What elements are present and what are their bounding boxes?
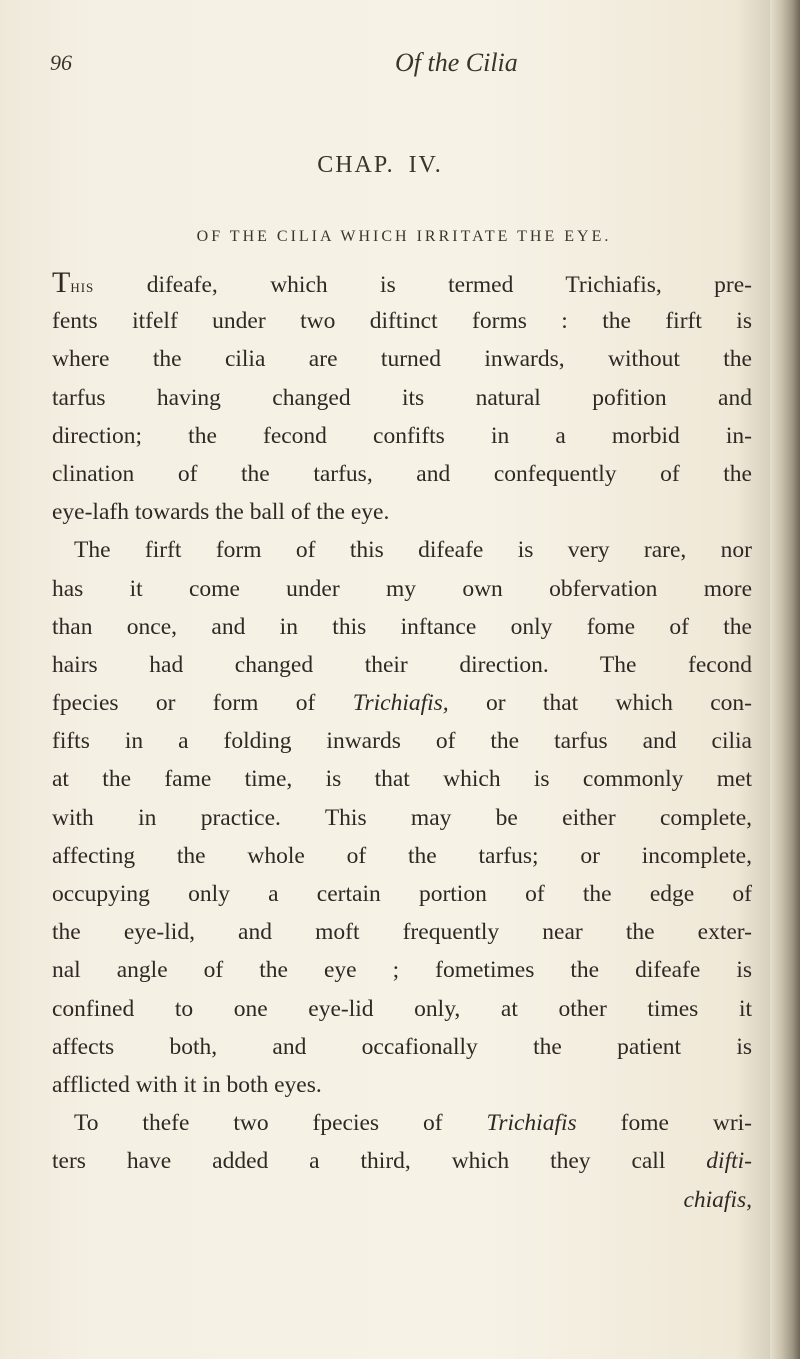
- text-line: clination of the tarfus, and confequently of the: [52, 460, 752, 487]
- text-line: [52, 1181, 752, 1219]
- text-line: confined to one eye-lid only, at other times it: [52, 995, 752, 1022]
- text-line: fents itfelf under two diftinct forms : the firft is: [52, 308, 752, 335]
- text-line: occupying only a certain portion of the edge of: [52, 881, 752, 907]
- text-line: nal angle of the eye ; fometimes the difeafe is: [52, 957, 752, 984]
- text-line: [52, 1104, 752, 1142]
- line-text: fome wri-: [576, 1110, 753, 1137]
- chapter-heading: [0, 152, 760, 179]
- body-text: [52, 264, 752, 1219]
- text-line: afflicted with it in both eyes.: [52, 1071, 322, 1098]
- italic-term: difti-: [706, 1148, 752, 1175]
- page-gutter-shadow: [770, 0, 800, 1359]
- text-line: where the cilia are turned inwards, without the: [52, 346, 752, 373]
- text-line: has it come under my own obfervation more: [52, 575, 752, 602]
- text-line: fifts in a folding inwards of the tarfus and cilia: [52, 728, 752, 755]
- line-text: difeafe, which is termed Trichiafis, pre-: [94, 272, 752, 298]
- text-line: [52, 684, 752, 722]
- line-text: or that which con-: [448, 690, 752, 717]
- italic-term: chiafis,: [683, 1186, 752, 1213]
- chapter-title: OF THE CILIA WHICH IRRITATE THE EYE.: [196, 228, 612, 245]
- italic-term: Trichiafis,: [352, 690, 449, 717]
- chapter-label: CHAP.: [317, 152, 395, 178]
- page-number: 96: [50, 50, 72, 75]
- text-line: [52, 264, 752, 302]
- text-line: eye-lafh towards the ball of the eye.: [52, 499, 390, 526]
- small-caps-word: his: [70, 276, 95, 297]
- line-text: fpecies or form of: [52, 690, 353, 717]
- text-line: tarfus having changed its natural pofition and: [52, 384, 752, 411]
- chapter-number: IV.: [408, 152, 443, 178]
- text-line: the eye-lid, and moft frequently near the exter-: [52, 919, 752, 946]
- text-line: with in practice. This may be either complete,: [52, 804, 752, 831]
- italic-term: Trichiafis: [486, 1110, 577, 1137]
- text-line: affecting the whole of the tarfus; or incomplete,: [52, 842, 752, 869]
- drop-cap: T: [52, 266, 71, 299]
- text-line: hairs had changed their direction. The fecond: [52, 651, 752, 678]
- text-line: than once, and in this inftance only fome of the: [52, 613, 752, 640]
- text-line: at the fame time, is that which is commonly met: [52, 766, 752, 793]
- running-head: Of the Cilia: [395, 48, 518, 77]
- text-line: direction; the fecond confifts in a morbid in-: [52, 422, 752, 449]
- line-text: ters have added a third, which they call: [52, 1148, 707, 1175]
- line-text: To thefe two fpecies of: [74, 1110, 487, 1137]
- text-line: The firft form of this difeafe is very rare, nor: [74, 537, 752, 564]
- text-line: affects both, and occafionally the patient is: [52, 1033, 752, 1060]
- text-line: [52, 1142, 752, 1180]
